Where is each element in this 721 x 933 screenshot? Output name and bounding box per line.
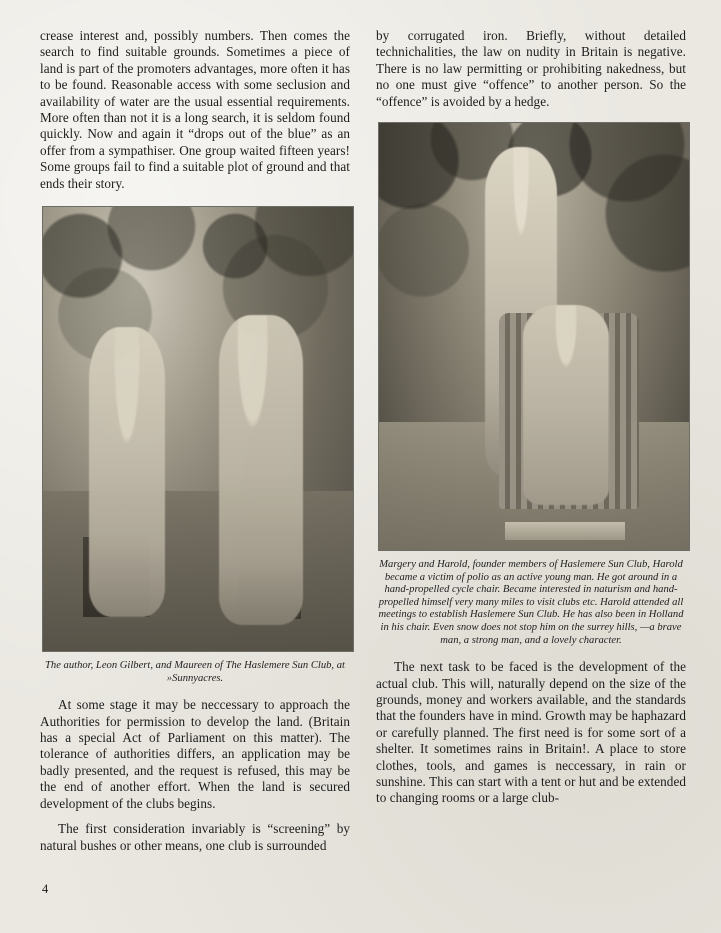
left-lower-text: [40, 697, 350, 854]
photo-grain: [379, 123, 689, 550]
right-photograph: [378, 122, 690, 551]
page-number: 4: [42, 882, 49, 896]
left-paragraph-1: crease interest and, possibly numbers. Then comes the search to find suitable grounds. Sometimes a piece of land is part of the promoters advantages, more often it has to be found. Reasonable access with some seclusion and availability of water are the usual essential requirements. More often than not it is a long search, it is seldom found quickly. Now and again it “drops out of the blue” as an offer from a sympathiser. One group waited fifteen years! Some groups fail to find a suitable plot of ground and that ends their story.: [40, 28, 350, 191]
left-photo-caption: The author, Leon Gilbert, and Maureen of The Haslemere Sun Club, at »Sunnyacres.: [45, 660, 345, 684]
left-paragraph-2: At some stage it may be neccessary to approach the Authorities for permission to develop the land. (Britain has a special Act of Parliament on this matter). The tolerance of authorities differs, an application may be badly presented, and the request is refused, this may be the end of another effort. When the land is secured development of the clubs begins.: [40, 697, 350, 811]
left-paragraph-3: The first consideration invariably is “screening” by natural bushes or other means, one club is surrounded: [40, 821, 350, 853]
right-column: [376, 28, 686, 863]
right-paragraph-1: by corrugated iron. Briefly, without detailed technichalities, the law on nudity in Britain is negative. There is no law permitting or prohibiting nakedness, but no one must give “offence” to another person. So the “offence” is avoided by a hedge.: [376, 28, 686, 109]
left-photograph: [42, 206, 354, 652]
left-column: [40, 28, 350, 863]
right-lower-text: [376, 659, 686, 807]
right-photo-caption: Margery and Harold, founder members of Haslemere Sun Club, Harold became a victim of polio as an active young man. He got around in a hand-propelled cycle chair. Became interested in naturism and hand-propelled himself very many miles to visit clubs etc. Harold attended all meetings to establish Haslemere Sun Club. He has also been in Holland in his chair. Even snow does not stop him on the surrey hills, —a brave man, a strong man, and a lovely character.: [378, 559, 684, 646]
photo-grain: [43, 207, 353, 651]
right-paragraph-2: The next task to be faced is the development of the actual club. This will, naturally depend on the size of the grounds, money and workers available, and the standards that the founders have in mind. Growth may be haphazard or carefully planned. The first need is for some sort of a shelter. It sometimes rains in Britain!. A place to store clothes, tools, and games is neccessary, in rain or sunshine. This can start with a tent or hut and be extended to changing rooms or a large club-: [376, 659, 686, 806]
page-columns: [40, 28, 687, 863]
